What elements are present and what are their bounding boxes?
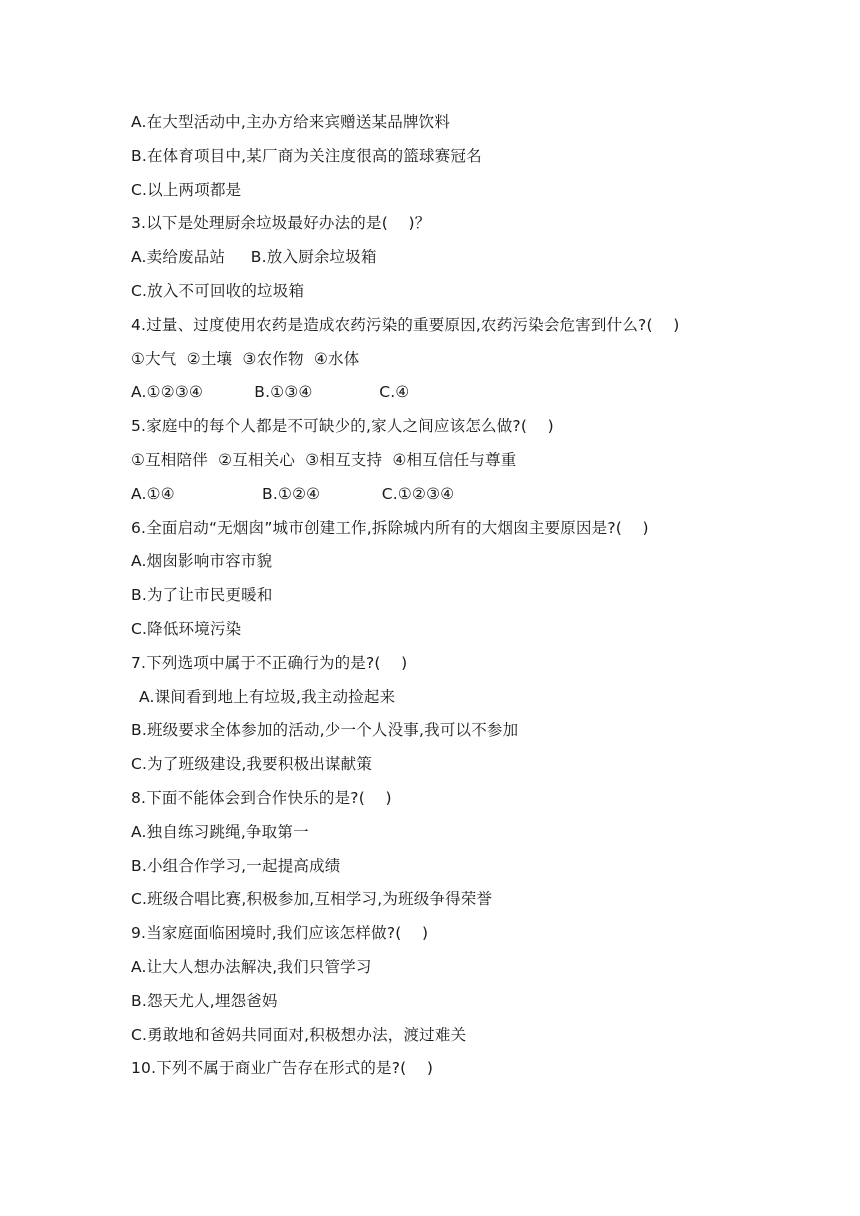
q6-question: 6.全面启动“无烟囱”城市创建工作,拆除城内所有的大烟囱主要原因是?( ) xyxy=(131,518,649,537)
q5-options: A.①④ B.①②④ C.①②③④ xyxy=(131,484,455,503)
q6-option-c: C.降低环境污染 xyxy=(131,619,242,638)
q9-option-c: C.勇敢地和爸妈共同面对,积极想办法，渡过难关 xyxy=(131,1025,467,1044)
question-list xyxy=(131,106,771,1086)
q4-options: A.①②③④ B.①③④ C.④ xyxy=(131,383,410,402)
q9-question: 9.当家庭面临困境时,我们应该怎样做?( ) xyxy=(131,924,429,943)
q7-option-c: C.为了班级建设,我要积极出谋献策 xyxy=(131,755,373,774)
q6-option-a: A.烟囱影响市容市貌 xyxy=(131,552,273,571)
q8-option-a: A.独自练习跳绳,争取第一 xyxy=(131,822,309,841)
q4-question: 4.过量、过度使用农药是造成农药污染的重要原因,农药污染会危害到什么?( ) xyxy=(131,315,680,334)
q10-question: 10.下列不属于商业广告存在形式的是?( ) xyxy=(131,1059,434,1078)
q9-option-b: B.怨天尤人,埋怨爸妈 xyxy=(131,991,278,1010)
q2-option-b: B.在体育项目中,某厂商为关注度很高的篮球赛冠名 xyxy=(131,146,482,165)
q3-question: 3.以下是处理厨余垃圾最好办法的是( )？ xyxy=(131,214,431,233)
q7-option-a: A.课间看到地上有垃圾,我主动捡起来 xyxy=(139,687,396,706)
q9-option-a: A.让大人想办法解决,我们只管学习 xyxy=(131,957,372,976)
q7-question: 7.下列选项中属于不正确行为的是?( ) xyxy=(131,653,408,672)
q8-question: 8.下面不能体会到合作快乐的是?( ) xyxy=(131,788,392,807)
q8-option-c: C.班级合唱比赛,积极参加,互相学习,为班级争得荣誉 xyxy=(131,890,493,909)
q3-options-ab: A.卖给废品站 B.放入厨余垃圾箱 xyxy=(131,248,377,267)
q7-option-b: B.班级要求全体参加的活动,少一个人没事,我可以不参加 xyxy=(131,721,519,740)
q6-option-b: B.为了让市民更暖和 xyxy=(131,586,273,605)
q5-items: ①互相陪伴 ②互相关心 ③相互支持 ④相互信任与尊重 xyxy=(131,450,517,469)
q2-option-c: C.以上两项都是 xyxy=(131,180,242,199)
q8-option-b: B.小组合作学习,一起提高成绩 xyxy=(131,856,341,875)
q4-items: ①大气 ②土壤 ③农作物 ④水体 xyxy=(131,349,360,368)
q2-option-a: A.在大型活动中,主办方给来宾赠送某品牌饮料 xyxy=(131,113,451,131)
q3-option-c: C.放入不可回收的垃圾箱 xyxy=(131,281,305,300)
q5-question: 5.家庭中的每个人都是不可缺少的,家人之间应该怎么做?( ) xyxy=(131,417,554,436)
